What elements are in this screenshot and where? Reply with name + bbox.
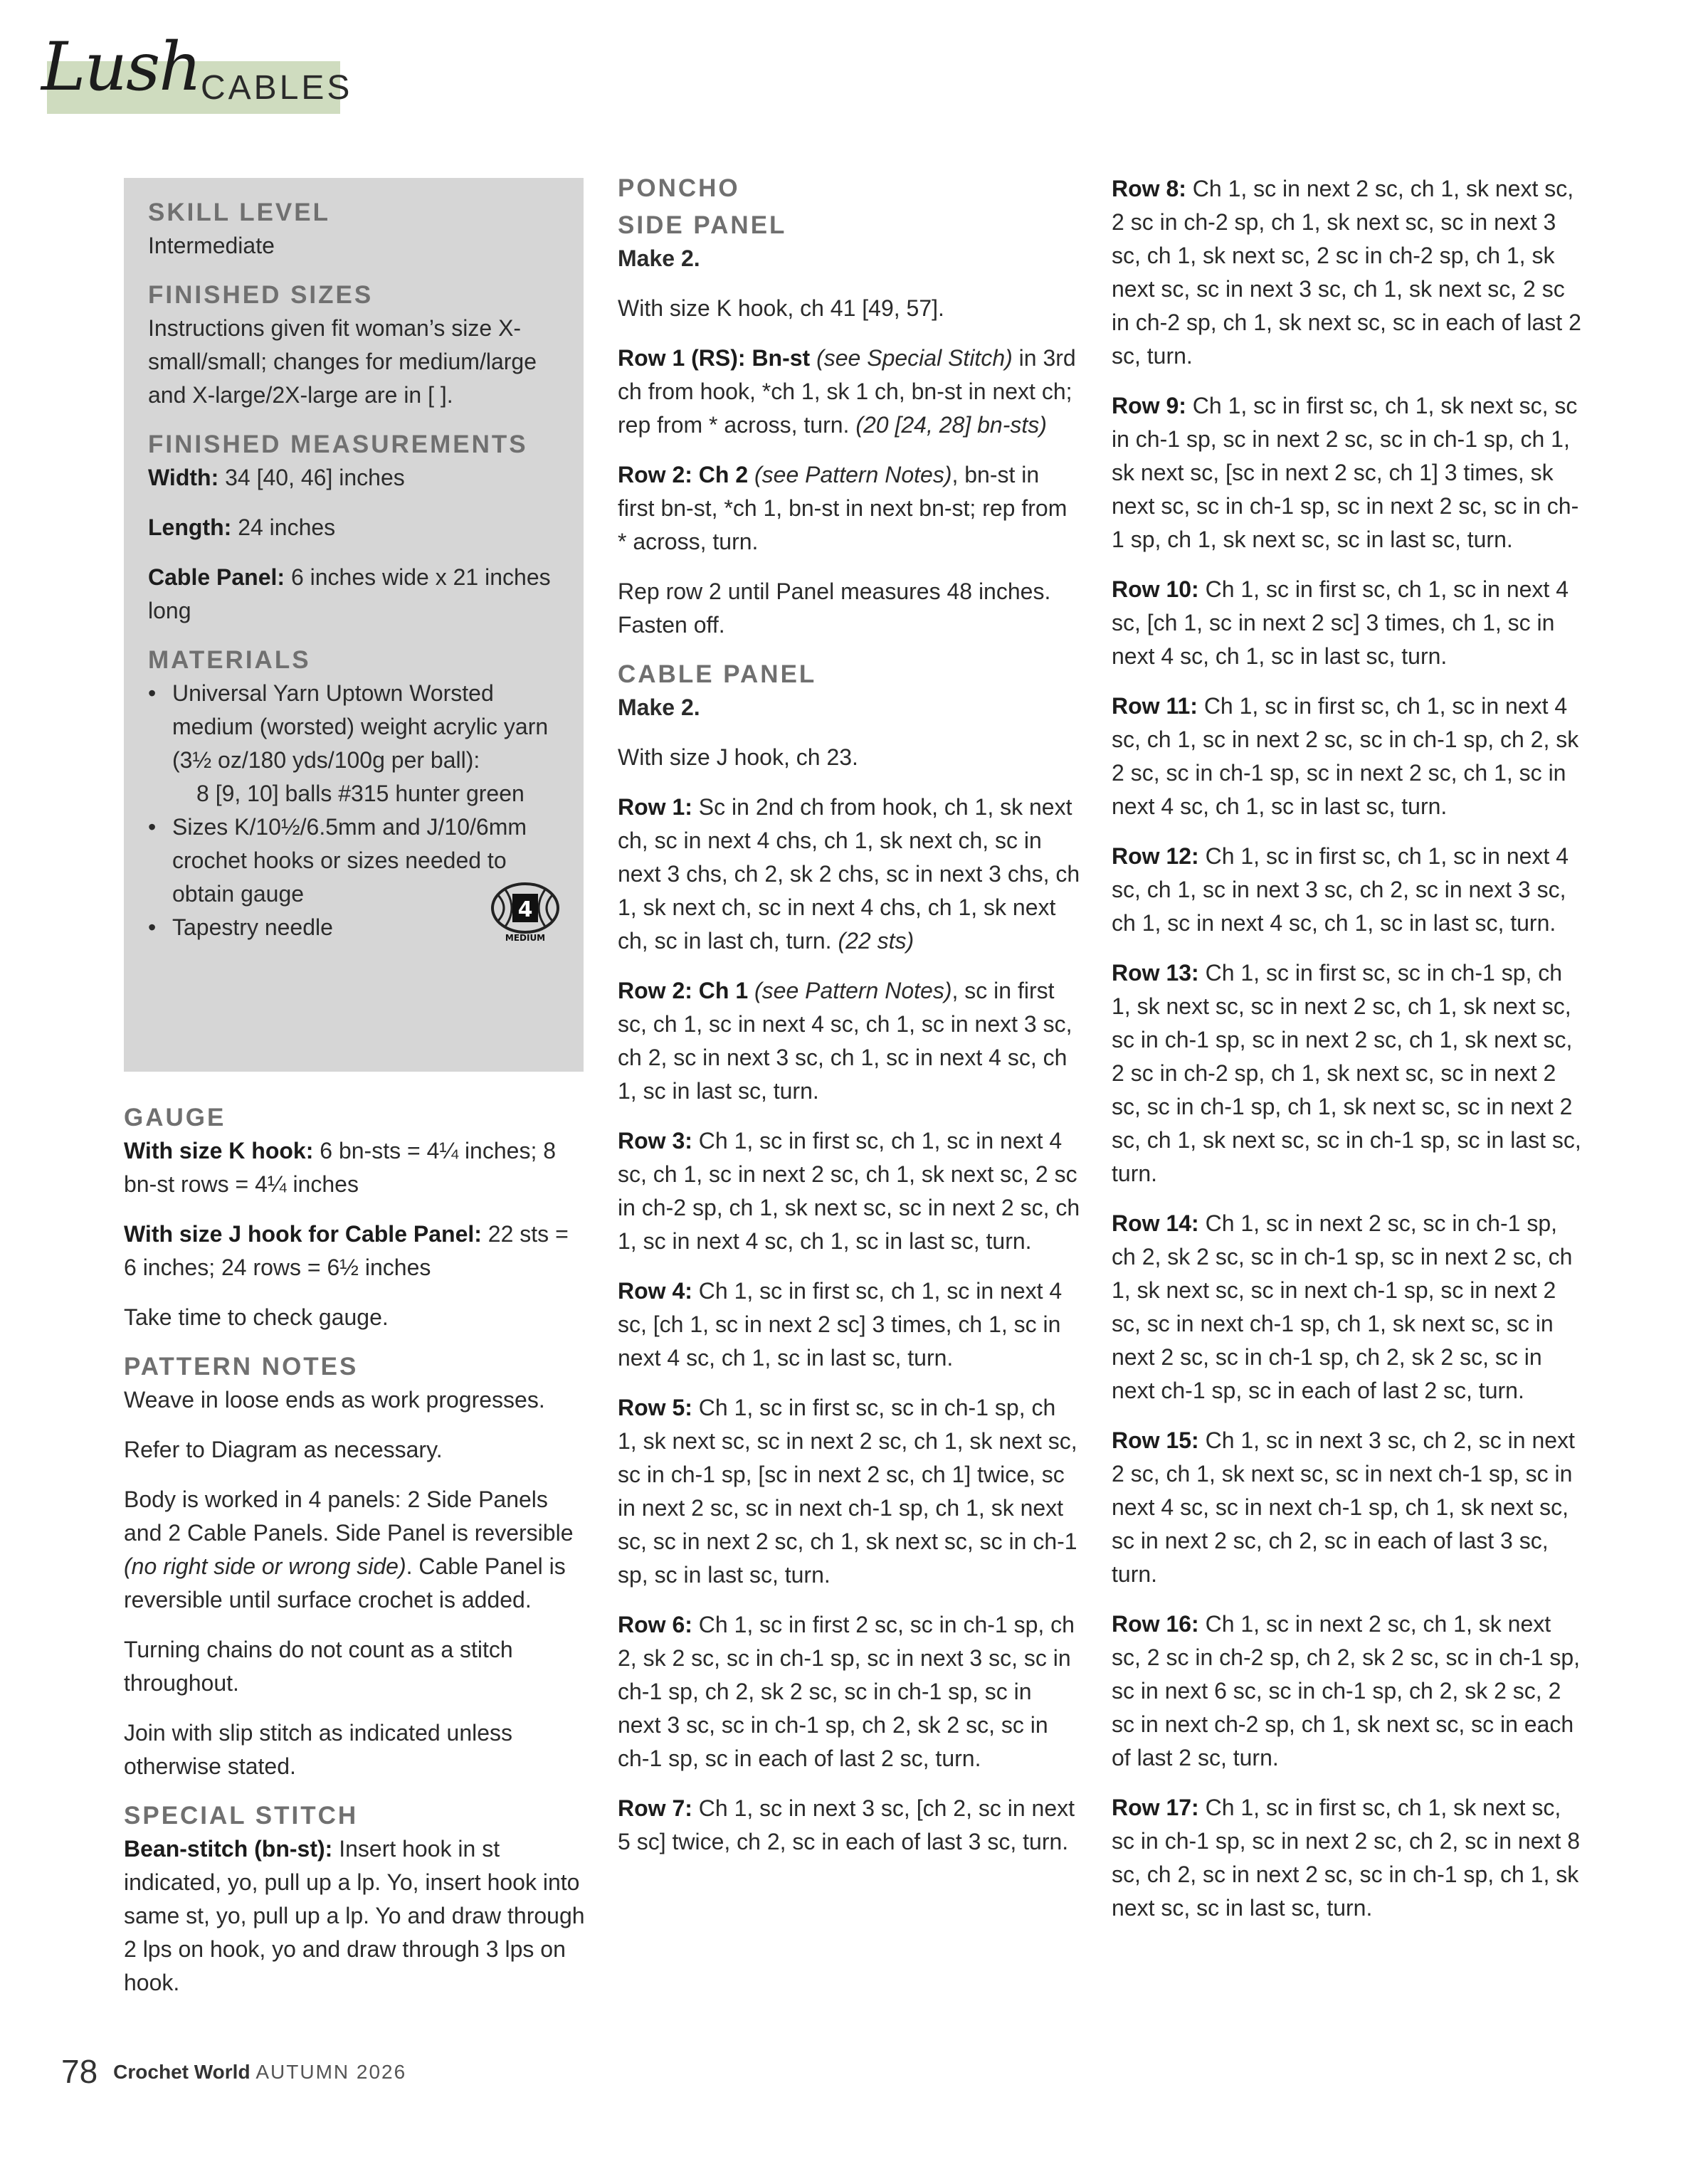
cable-row-14: Row 14: Ch 1, sc in next 2 sc, sc in ch-1 sp, ch 2, sk 2 sc, sc in ch-1 sp, sc in next 2 sc, ch 1, sk next sc, sc in next ch-1 sp, sc in next 2 sc, sc in next ch-1 sp, ch 1, sk next sc, sc in next 2 sc, sc in ch-1 sp, ch 2, sk 2 sc, sc in next ch-1 sp, sc in each of last 2 sc, turn. bbox=[1112, 1210, 1573, 1403]
cable-row-7: Row 7: Ch 1, sc in next 3 sc, [ch 2, sc in next 5 sc] twice, ch 2, sc in each of last 3 sc, turn. bbox=[618, 1795, 1075, 1854]
cable-panel-measurement: Cable Panel: 6 inches wide x 21 inches long bbox=[148, 564, 551, 623]
skill-level-value: Intermediate bbox=[148, 233, 275, 258]
cable-row-1: Row 1: Sc in 2nd ch from hook, ch 1, sk next ch, sc in next 4 chs, ch 1, sk next ch, sc in next 3 chs, ch 2, sk 2 chs, sc in next 3 chs, ch 1, sk next ch, sc in next 4 chs, ch 1, sk next ch, sc in last ch, turn. (22 sts) bbox=[618, 794, 1080, 954]
cable-row-6: Row 6: Ch 1, sc in first 2 sc, sc in ch-1 sp, ch 2, sk 2 sc, sc in ch-1 sp, sc in next 3 sc, sc in ch-1 sp, ch 2, sk 2 sc, sc in ch-1 sp, sc in next 3 sc, sc in ch-1 sp, ch 2, sk 2 sc, sc in ch-1 sp, sc in each of last 2 sc, turn. bbox=[618, 1612, 1075, 1771]
finished-measurements-heading: FINISHED MEASUREMENTS bbox=[148, 431, 528, 458]
pattern-note: Turning chains do not count as a stitch throughout. bbox=[124, 1637, 513, 1696]
cable-row-15: Row 15: Ch 1, sc in next 3 sc, ch 2, sc in next 2 sc, ch 1, sk next sc, sc in next ch-1 sp, sc in next 4 sc, sc in next ch-1 sp, ch 1, sk next sc, sc in next 2 sc, ch 2, sc in each of last 3 sc, turn. bbox=[1112, 1427, 1575, 1587]
section-logo-word: CABLES bbox=[201, 69, 353, 107]
issue-label: AUTUMN 2026 bbox=[255, 2061, 407, 2083]
side-row-2: Row 2: Ch 2 (see Pattern Notes), bn-st in first bn-st, *ch 1, bn-st in next bn-st; rep from * across, turn. bbox=[618, 462, 1068, 554]
cable-row-5: Row 5: Ch 1, sc in first sc, sc in ch-1 sp, ch 1, sk next sc, sc in next 2 sc, ch 1, sk next sc, sc in ch-1 sp, [sc in next 2 sc, ch 1] twice, sc in next 2 sc, sc in next ch-1 sp, ch 1, sk next sc, sc in next 2 sc, ch 1, sk next sc, sc in ch-1 sp, sc in last sc, turn. bbox=[618, 1395, 1077, 1588]
yarn-weight-number: 4 bbox=[517, 897, 533, 922]
pattern-note: Weave in loose ends as work progresses. bbox=[124, 1387, 545, 1413]
cable-row-4: Row 4: Ch 1, sc in first sc, ch 1, sc in next 4 sc, [ch 1, sc in next 2 sc] 3 times, ch 1, sc in next 4 sc, ch 1, sc in last sc, turn. bbox=[618, 1278, 1063, 1371]
cable-row-17: Row 17: Ch 1, sc in first sc, ch 1, sk next sc, sc in ch-1 sp, sc in next 2 sc, ch 2, sc in next 8 sc, ch 2, sc in next 2 sc, sc in ch-1 sp, ch 1, sk next sc, sc in last sc, turn. bbox=[1112, 1795, 1581, 1921]
column-middle bbox=[618, 172, 1080, 1875]
cable-row-12: Row 12: Ch 1, sc in first sc, ch 1, sc in next 4 sc, ch 1, sc in next 3 sc, ch 2, sc in next 3 sc, ch 1, sc in next 4 sc, ch 1, sc in last sc, turn. bbox=[1112, 843, 1569, 936]
material-item: • Tapestry needle bbox=[148, 911, 559, 944]
gauge-check: Take time to check gauge. bbox=[124, 1304, 389, 1330]
gauge-k-hook: With size K hook: 6 bn-sts = 4¼ inches; 8 bn-st rows = 4¼ inches bbox=[124, 1138, 557, 1197]
column-right bbox=[1112, 172, 1581, 1941]
cable-panel-heading: CABLE PANEL bbox=[618, 660, 817, 688]
pattern-notes-heading: PATTERN NOTES bbox=[124, 1353, 359, 1381]
poncho-heading: PONCHO bbox=[618, 174, 740, 202]
gauge-j-hook: With size J hook for Cable Panel: 22 sts = 6 inches; 24 rows = 6½ inches bbox=[124, 1221, 569, 1280]
gauge-heading: GAUGE bbox=[124, 1104, 226, 1131]
special-stitch-text: Bean-stitch (bn-st): Insert hook in st indicated, yo, pull up a lp. Yo, insert hook into same st, yo, pull up a lp. Yo and draw through 2 lps on hook, yo and draw through 3 lps on hook. bbox=[124, 1836, 585, 1995]
cable-row-11: Row 11: Ch 1, sc in first sc, ch 1, sc in next 4 sc, ch 1, sc in next 2 sc, sc in ch-1 sp, ch 2, sk 2 sc, sc in ch-1 sp, sc in next 2 sc, ch 1, sc in next 4 sc, ch 1, sc in last sc, turn. bbox=[1112, 693, 1579, 819]
special-stitch-heading: SPECIAL STITCH bbox=[124, 1802, 359, 1830]
cable-row-8: Row 8: Ch 1, sc in next 2 sc, ch 1, sk next sc, 2 sc in ch-2 sp, ch 1, sk next sc, sc in next 3 sc, ch 1, sk next sc, 2 sc in ch-2 sp, ch 1, sk next sc, sc in next 3 sc, ch 1, sk next sc, 2 sc in ch-2 sp, ch 1, sk next sc, sc in each of last 2 sc, turn. bbox=[1112, 176, 1581, 369]
side-row-1: Row 1 (RS): Bn-st (see Special Stitch) in 3rd ch from hook, *ch 1, sk 1 ch, bn-st in next ch; rep from * across, turn. (20 [24, 28] bn-sts) bbox=[618, 345, 1076, 438]
material-sub-item: 8 [9, 10] balls #315 hunter green bbox=[196, 781, 524, 806]
length-measurement: Length: 24 inches bbox=[148, 514, 336, 540]
width-measurement: Width: 34 [40, 46] inches bbox=[148, 465, 405, 490]
skill-level-heading: SKILL LEVEL bbox=[148, 199, 330, 226]
cable-panel-start: With size J hook, ch 23. bbox=[618, 744, 858, 770]
finished-sizes-text: Instructions given fit woman’s size X-small/small; changes for medium/large and X-large/2X-large are in [ ]. bbox=[148, 315, 537, 408]
column-left bbox=[124, 1102, 586, 2016]
magazine-name: Crochet World bbox=[113, 2061, 251, 2083]
side-panel-make: Make 2. bbox=[618, 246, 700, 271]
pattern-note: Body is worked in 4 panels: 2 Side Panels and 2 Cable Panels. Side Panel is reversible (no right side or wrong side). Cable Panel is reversible until surface crochet is added. bbox=[124, 1487, 574, 1612]
cable-row-2: Row 2: Ch 1 (see Pattern Notes), sc in first sc, ch 1, sc in next 4 sc, ch 1, sc in next 3 sc, ch 2, sc in next 3 sc, ch 1, sc in next 4 sc, ch 1, sc in last sc, turn. bbox=[618, 978, 1072, 1104]
info-sidebar bbox=[124, 178, 584, 1072]
pattern-note: Join with slip stitch as indicated unless otherwise stated. bbox=[124, 1720, 513, 1779]
cable-row-10: Row 10: Ch 1, sc in first sc, ch 1, sc in next 4 sc, [ch 1, sc in next 2 sc] 3 times, ch 1, sc in next 4 sc, ch 1, sc in last sc, turn. bbox=[1112, 576, 1569, 669]
cable-row-9: Row 9: Ch 1, sc in first sc, ch 1, sk next sc, sc in ch-1 sp, sc in next 2 sc, sc in ch-1 sp, ch 1, sk next sc, [sc in next 2 sc, ch 1] 3 times, sk next sc, sc in ch-1 sp, sc in next 2 sc, sc in ch-1 sp, ch 1, sk next sc, sc in last sc, turn. bbox=[1112, 393, 1579, 552]
pattern-note: Refer to Diagram as necessary. bbox=[124, 1437, 443, 1462]
section-logo-script: Lush bbox=[41, 28, 201, 106]
finished-sizes-heading: FINISHED SIZES bbox=[148, 281, 374, 309]
page-number: 78 bbox=[61, 2053, 98, 2090]
cable-panel-make: Make 2. bbox=[618, 695, 700, 720]
page-footer bbox=[61, 2052, 406, 2091]
cable-row-3: Row 3: Ch 1, sc in first sc, ch 1, sc in next 4 sc, ch 1, sc in next 2 sc, ch 1, sk next sc, 2 sc in ch-2 sp, ch 1, sk next sc, sc in next 2 sc, ch 1, sc in next 4 sc, ch 1, sc in last sc, turn. bbox=[618, 1128, 1080, 1254]
material-item: • Universal Yarn Uptown Worsted medium (worsted) weight acrylic yarn (3½ oz/180 yds/100g per ball): 8 [9, 10] balls #315 hunter green bbox=[148, 677, 559, 811]
side-panel-start: With size K hook, ch 41 [49, 57]. bbox=[618, 295, 944, 321]
side-repeat: Rep row 2 until Panel measures 48 inches. Fasten off. bbox=[618, 579, 1051, 638]
material-item: • Sizes K/10½/6.5mm and J/10/6mm crochet hooks or sizes needed to obtain gauge bbox=[148, 811, 559, 911]
yarn-weight-label: MEDIUM bbox=[505, 933, 546, 943]
cable-row-16: Row 16: Ch 1, sc in next 2 sc, ch 1, sk next sc, 2 sc in ch-2 sp, ch 2, sk 2 sc, sc in ch-1 sp, sc in next 6 sc, sc in ch-1 sp, ch 2, sk 2 sc, 2 sc in next ch-2 sp, ch 1, sk next sc, sc in each of last 2 sc, turn. bbox=[1112, 1611, 1581, 1770]
side-panel-heading: SIDE PANEL bbox=[618, 211, 787, 239]
yarn-weight-icon bbox=[488, 881, 562, 945]
cable-row-13: Row 13: Ch 1, sc in first sc, sc in ch-1 sp, ch 1, sk next sc, sc in next 2 sc, ch 1, sk next sc, sc in ch-1 sp, sc in next 2 sc, ch 1, sk next sc, 2 sc in ch-2 sp, ch 1, sk next sc, sc in next 2 sc, sc in ch-1 sp, ch 1, sk next sc, sc in next 2 sc, ch 1, sk next sc, sc in ch-1 sp, sc in last sc, turn. bbox=[1112, 960, 1581, 1186]
materials-heading: MATERIALS bbox=[148, 646, 311, 674]
